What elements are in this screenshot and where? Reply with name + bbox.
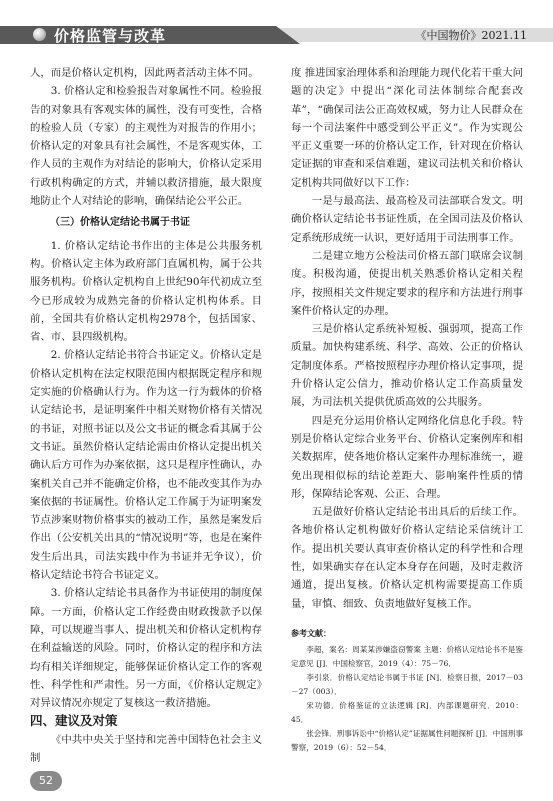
- paragraph: 人，而是价格认定机构，因此两者活动主体不同。: [30, 67, 259, 79]
- references: [291, 627, 523, 755]
- section-heading: 四、建议及对策: [30, 713, 118, 729]
- page-number: 52: [30, 771, 62, 791]
- paragraph: 三是价格认定系统补短板、强弱项，提高工作质量。加快构建系统、科学、高效、公正的价格认定制度体系。严格按照程序办理价格认定事项，提升价格认定公信力，推动价格认定工作高质量发展，为司法机关提供优质高效的公共服务。: [291, 323, 523, 409]
- paragraph: 3. 价格认定结论书具备作为书证使用的制度保障。一方面，价格认定工作经费由财政拨款予以保障，可以规避当事人、提出机关和价格认定机构存在利益输送的风险。同时，价格认定的程序和方法均有相关详细规定，能够保证价格认定工作的客观性、科学性和严肃性。另一方面，《价格认定规定》对异议情况亦规定了复核这一救济措施。: [30, 587, 262, 710]
- section-title: 价格监管与改革: [54, 27, 167, 45]
- subheading: （三）价格认定结论书属于书证: [50, 217, 190, 229]
- paragraph: 3. 价格认定和检验报告对象属性不同。检验报告的对象具有客观实体的属性，没有可变性，合格的检验人员（专家）的主观性为对报告的作用小；价格认定的对象具有社会属性，不是客观实体，工作人员的主观作为对结论的影响大，价格认定采用行政机构确定的方式，并辅以救济措施，最大限度地防止个人对结论的影响，确保结论公平公正。: [30, 85, 262, 208]
- journal-info: 《中国物价》2021.11: [415, 29, 527, 42]
- reference-item: 宋功德．价格鉴证的立法逻辑 [R]．内部课题研究．2010：45．: [291, 700, 523, 724]
- left-column: [30, 64, 262, 767]
- reference-item: 李引泉．价格认定结论书属于书证 [N]．检察日报，2017－03－27（003）．: [291, 672, 523, 696]
- bullet-ball-icon: [33, 28, 46, 41]
- paragraph: 度 推进国家治理体系和治理能力现代化若干重大问题的决定》中提出“深化司法体制综合配套改革”，“确保司法公正高效权威，努力让人民群众在每一个司法案件中感受到公平正义”。作为实现公平正义重要一环的价格认定工作，针对现在价格认定证据的审查和采信难题，建议司法机关和价格认定机构共同做好以下工作：: [291, 67, 523, 189]
- reference-item: 李超，案名：周某某涉嫌盗窃警案 主题：价格认定结论书不是鉴定意见 [J]．中国检察官，2019（4）：75－76．: [291, 644, 523, 668]
- paragraph: 二是建立地方公检法司价格五部门联席会议制度。积极沟通，使提出机关熟悉价格认定相关程序，按照相关文件规定要求的程序和方法进行刑事案件价格认定的办理。: [291, 249, 523, 317]
- paragraph: 《中共中央关于坚持和完善中国特色社会主义制: [30, 733, 262, 764]
- paragraph: 2. 价格认定结论书符合书证定义。价格认定是价格认定机构在法定权限范围内根据既定程序和规定实施的价格确认行为。作为这一行为载体的价格认定结论书，是证明案件中相关财物价格有关情况的书证，对照书证以及公文书证的概念看其属于公文书证。虽然价格认定结论需由价格认定提出机关确认后方可作为办案依据，这只是程序性确认，办案机关自己并不能确定价格，也不能改变其作为办案依据的书证属性。价格认定工作属于为证明案发节点涉案财物价格事实的被动工作，虽然是案发后作出（公安机关出具的“情况说明”等，也是在案件发生后出具，司法实践中作为书证并无争议），价格认定结论书符合书证定义。: [30, 349, 262, 582]
- paragraph: 五是做好价格认定结论书出具后的后续工作。各地价格认定机构做好价格认定结论采信统计工作。提出机关要认真审查价格认定的科学性和合理性，如果确实存在认定本身存在问题，及时走救济通道，提出复核。价格认定机构需要提高工作质量，审慎、细致、负责地做好复核工作。: [291, 506, 523, 610]
- paragraph: 1. 价格认定结论书作出的主体是公共服务机构。价格认定主体为政府部门直属机构，属于公共服务机构。价格认定机构自上世纪90年代初成立至今已形成较为成熟完备的价格认定机构体系。目前，全国共有价格认定机构2978个，包括国家、省、市、县四级机构。: [30, 239, 262, 344]
- page-header: [0, 0, 553, 50]
- references-title: 参考文献：: [291, 628, 331, 638]
- reference-item: 张会锋．刑事诉讼中“价格认定”证据属性问题探析 [J]．中国刑事警察，2019（6）：52－54．: [291, 728, 523, 752]
- paragraph: 一是与最高法、最高检及司法部联合发文。明确价格认定结论书书证性质，在全国司法及价格认定系统形成统一认识，更好适用于司法刑事工作。: [291, 195, 523, 244]
- right-column: [291, 64, 523, 755]
- paragraph: 四是充分运用价格认定网络化信息化手段。特别是价格认定综合业务平台、价格认定案例库和相关数据库，使各地价格认定案件办理标准统一，避免出现相似标的结论差距大、影响案件性质的情形，保障结论客观、公正、合理。: [291, 414, 523, 500]
